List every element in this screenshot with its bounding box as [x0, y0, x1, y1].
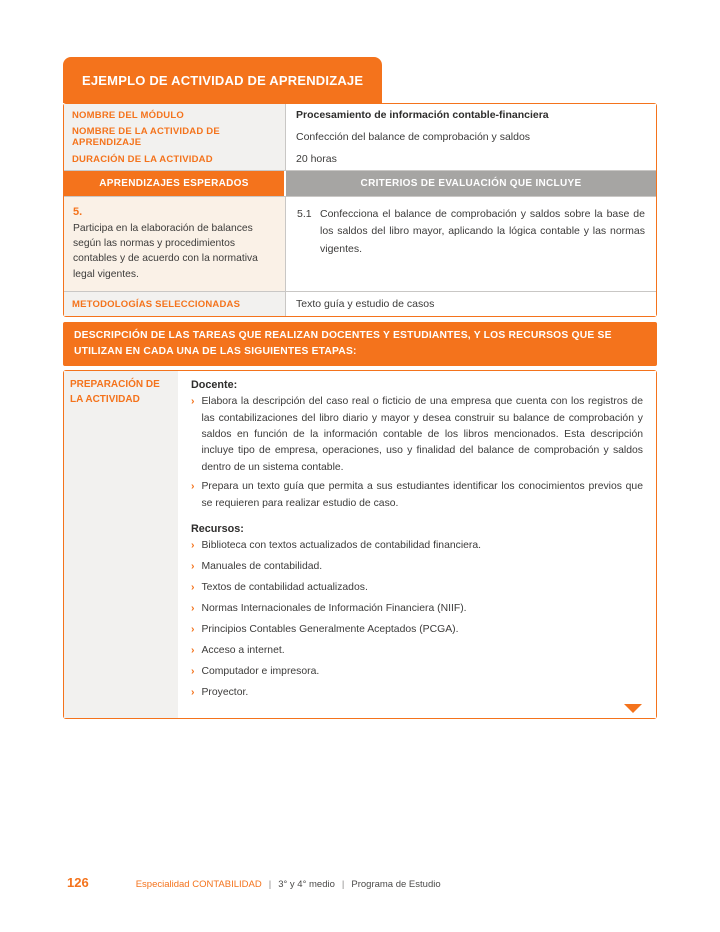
preparation-section — [63, 370, 657, 719]
footer-separator: | — [268, 879, 272, 890]
bullet-icon: › — [191, 665, 195, 677]
methodology-value: Texto guía y estudio de casos — [286, 292, 656, 316]
duration-value: 20 horas — [286, 148, 656, 170]
table-row-duration — [64, 148, 656, 171]
list-item: › Manuales de contabilidad. — [191, 559, 643, 575]
page-footer — [67, 875, 441, 890]
bullet-icon: › — [191, 561, 195, 573]
methodology-label: METODOLOGÍAS SELECCIONADAS — [64, 292, 286, 316]
table-header-row — [64, 171, 656, 197]
docente-list — [191, 394, 643, 512]
expected-learning-text: Participa en la elaboración de balances según las normas y procedimientos contables y de acuerdo con la normativa legal vigentes. — [73, 222, 258, 280]
table-row-activity-name — [64, 126, 656, 148]
document-body — [63, 57, 657, 719]
bullet-icon: › — [191, 582, 195, 594]
recursos-heading: Recursos: — [191, 523, 244, 536]
expected-learning-header: APRENDIZAJES ESPERADOS — [64, 171, 286, 196]
table-row-methodology — [64, 292, 656, 316]
duration-label: DURACIÓN DE LA ACTIVIDAD — [64, 148, 286, 170]
activity-info-table — [63, 103, 657, 317]
list-item: › Normas Internacionales de Información Financiera (NIIF). — [191, 601, 643, 617]
footer-grade: 3° y 4° medio — [278, 879, 335, 890]
evaluation-criteria-cell — [286, 197, 656, 291]
list-item: › Computador e impresora. — [191, 664, 643, 680]
module-name-value: Procesamiento de información contable-financiera — [286, 104, 656, 126]
bullet-icon: › — [191, 481, 195, 493]
recursos-list — [191, 538, 643, 701]
expected-learning-cell — [64, 197, 286, 291]
footer-separator: | — [341, 879, 345, 890]
activity-title-tab: EJEMPLO DE ACTIVIDAD DE APRENDIZAJE — [63, 57, 382, 103]
evaluation-criteria-header: CRITERIOS DE EVALUACIÓN QUE INCLUYE — [286, 171, 656, 196]
list-item: › Biblioteca con textos actualizados de contabilidad financiera. — [191, 538, 643, 554]
table-row-module-name — [64, 104, 656, 126]
preparation-stage-label: PREPARACIÓN DE LA ACTIVIDAD — [64, 371, 178, 718]
continuation-arrow-icon — [624, 704, 642, 713]
criteria-text: Confecciona el balance de comprobación y saldos sobre la base de los saldos del libro mayor, aplicando la lógica contable y las normas vigentes. — [320, 208, 645, 255]
bullet-icon: › — [191, 540, 195, 552]
expected-learning-number: 5. — [73, 206, 83, 218]
page-number: 126 — [67, 875, 89, 890]
bullet-icon: › — [191, 686, 195, 698]
footer-meta — [136, 879, 441, 890]
docente-heading: Docente: — [191, 379, 238, 392]
activity-name-value: Confección del balance de comprobación y saldos — [286, 126, 656, 148]
bullet-icon: › — [191, 603, 195, 614]
criteria-number: 5.1 — [297, 208, 312, 220]
bullet-icon: › — [191, 623, 195, 635]
tasks-description-banner: DESCRIPCIÓN DE LAS TAREAS QUE REALIZAN DOCENTES Y ESTUDIANTES, Y LOS RECURSOS QUE SE UTILIZAN EN CADA UNA DE LAS SIGUIENTES ETAPAS: — [63, 322, 657, 366]
list-item: › Prepara un texto guía que permita a sus estudiantes identificar los conocimientos previos que se requieren para realizar estudio de caso. — [191, 479, 643, 512]
list-item: › Elabora la descripción del caso real o ficticio de una empresa que cuenta con los registros de las contabilizaciones del libro diario y mayor y desea construir su balance de comprobación y saldos en función de la información contable de los libros mencionados. Esta descripción incluye tipo de empresa, operaciones, uso y finalidad del balance de comprobación y saldos dentro de un sistema contable. — [191, 394, 643, 476]
footer-program: Programa de Estudio — [351, 879, 441, 890]
list-item: › Acceso a internet. — [191, 643, 643, 659]
list-item: › Textos de contabilidad actualizados. — [191, 580, 643, 596]
preparation-content — [178, 371, 656, 718]
bullet-icon: › — [191, 644, 195, 656]
bullet-icon: › — [191, 396, 195, 408]
list-item: › Principios Contables Generalmente Aceptados (PCGA). — [191, 622, 643, 638]
list-item: › Proyector. — [191, 685, 643, 701]
activity-name-label: NOMBRE DE LA ACTIVIDAD DE APRENDIZAJE — [64, 126, 286, 148]
table-row-expected-learning — [64, 197, 656, 292]
footer-specialty: Especialidad CONTABILIDAD — [135, 879, 262, 890]
module-name-label: NOMBRE DEL MÓDULO — [64, 104, 286, 126]
